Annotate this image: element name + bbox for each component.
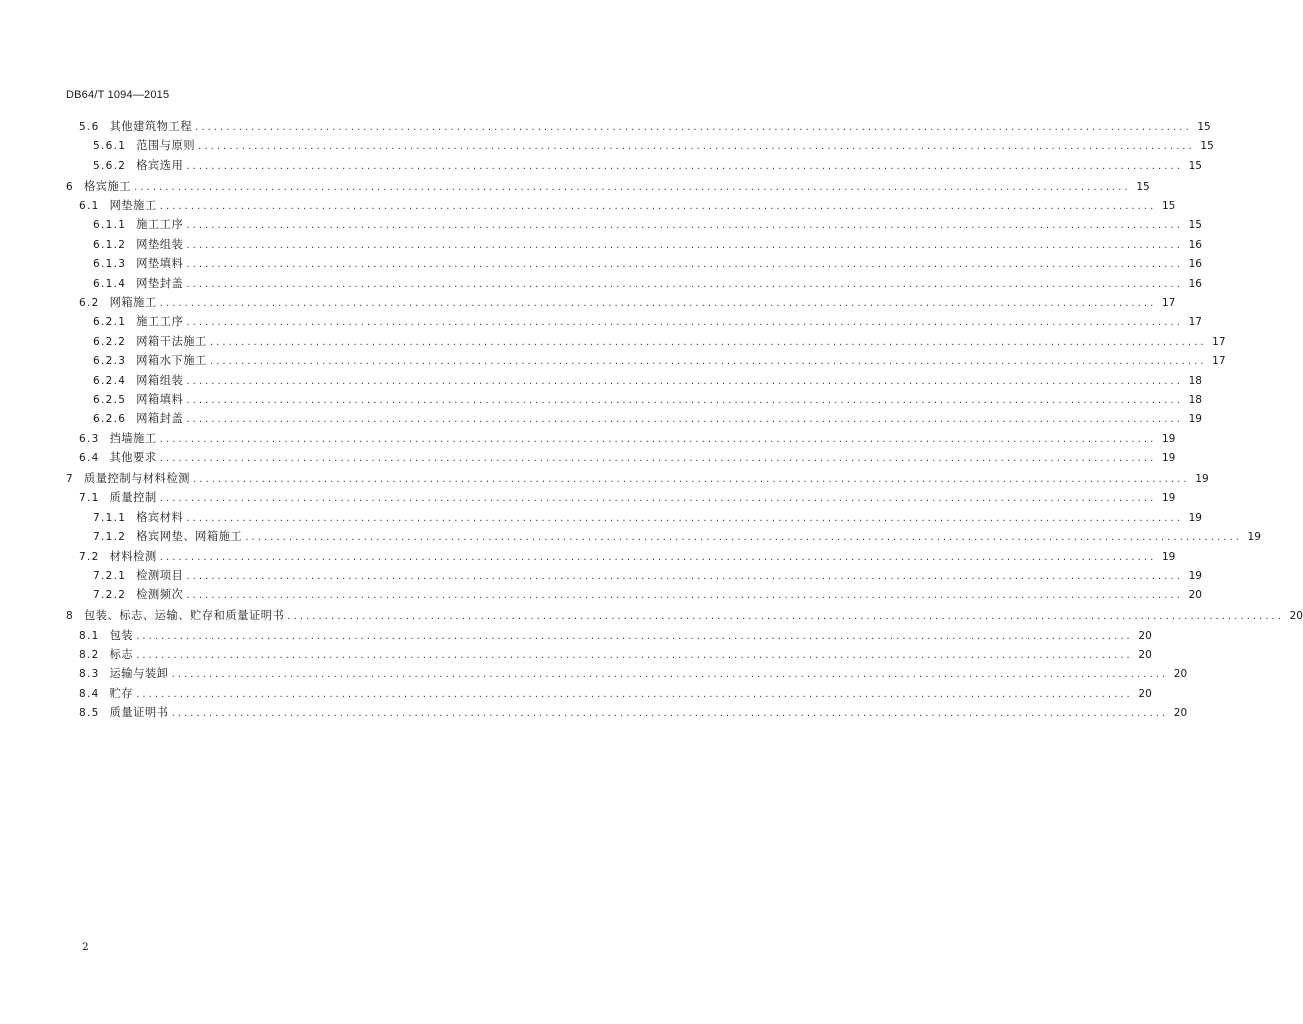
toc-entry-title: 质量控制与材料检测 xyxy=(83,472,191,486)
toc-entry-title: 网垫施工 xyxy=(109,199,157,213)
toc-entry[interactable] xyxy=(66,488,1176,507)
toc-entry-page: 20 xyxy=(1173,707,1188,720)
toc-entry-number: 8.3 xyxy=(79,668,100,681)
toc-entry[interactable] xyxy=(66,371,1202,390)
toc-entry-page: 20 xyxy=(1188,589,1202,602)
toc-entry-title: 格宾选用 xyxy=(136,158,184,172)
toc-entry-number: 6.3 xyxy=(79,432,100,445)
toc-entry-title: 网箱封盖 xyxy=(136,412,184,426)
toc-entry-title: 贮存 xyxy=(109,686,134,700)
toc-dot-leader: ................................................................................................................................................................ xyxy=(186,414,1183,426)
toc-entry-number: 6.1.4 xyxy=(93,277,127,290)
toc-dot-leader: ................................................................................................................................................................ xyxy=(136,688,1133,700)
toc-entry-page: 19 xyxy=(1188,511,1202,524)
toc-entry-page: 19 xyxy=(1188,413,1202,426)
toc-entry[interactable] xyxy=(66,332,1226,351)
toc-entry-number: 8 xyxy=(66,610,74,623)
toc-dot-leader: ................................................................................................................................................................ xyxy=(198,141,1195,153)
toc-entry[interactable] xyxy=(66,585,1202,604)
toc-entry[interactable] xyxy=(66,177,1150,196)
toc-entry-title: 检测频次 xyxy=(136,588,184,602)
toc-entry-number: 6 xyxy=(66,180,74,193)
toc-entry[interactable] xyxy=(66,508,1202,527)
toc-entry-title: 范围与原则 xyxy=(136,139,196,153)
toc-entry-page: 19 xyxy=(1247,531,1261,544)
toc-entry-page: 19 xyxy=(1161,432,1176,445)
toc-entry-title: 运输与装卸 xyxy=(109,667,169,681)
toc-entry[interactable] xyxy=(66,117,1211,136)
toc-entry[interactable] xyxy=(66,684,1152,703)
toc-entry[interactable] xyxy=(66,215,1202,234)
toc-entry[interactable] xyxy=(66,664,1188,683)
toc-entry-page: 20 xyxy=(1138,649,1152,662)
toc-entry[interactable] xyxy=(66,136,1214,155)
toc-entry[interactable] xyxy=(66,566,1202,585)
toc-entry-title: 材料检测 xyxy=(109,549,157,563)
toc-entry-number: 7.1.2 xyxy=(93,531,127,544)
toc-entry-title: 施工工序 xyxy=(136,315,184,329)
toc-entry-page: 20 xyxy=(1138,687,1152,700)
toc-entry-title: 网垫组装 xyxy=(136,237,184,251)
toc-dot-leader: ................................................................................................................................................................ xyxy=(245,532,1242,544)
toc-entry-number: 6.2 xyxy=(79,297,100,310)
toc-dot-leader: ................................................................................................................................................................ xyxy=(159,433,1157,445)
toc-entry[interactable] xyxy=(66,254,1202,273)
toc-entry-page: 15 xyxy=(1188,219,1202,232)
toc-entry-title: 质量证明书 xyxy=(109,706,169,720)
toc-entry-title: 其他建筑物工程 xyxy=(109,120,193,133)
toc-entry-number: 8.4 xyxy=(79,687,100,700)
toc-entry-number: 6.2.2 xyxy=(93,335,127,348)
toc-entry-number: 7.2.2 xyxy=(93,589,127,602)
toc-entry-page: 18 xyxy=(1188,374,1202,387)
toc-entry-title: 包装、标志、运输、贮存和质量证明书 xyxy=(83,609,285,623)
toc-entry-title: 网箱组装 xyxy=(136,373,184,387)
toc-dot-leader: ................................................................................................................................................................ xyxy=(209,336,1207,348)
toc-entry-title: 网垫封盖 xyxy=(136,276,184,290)
page-number: 2 xyxy=(82,941,89,953)
toc-dot-leader: ................................................................................................................................................................ xyxy=(159,201,1157,213)
toc-entry-title: 施工工序 xyxy=(136,218,184,232)
toc-entry[interactable] xyxy=(66,645,1152,664)
table-of-contents xyxy=(66,117,1303,723)
toc-dot-leader: ................................................................................................................................................................ xyxy=(193,474,1190,486)
toc-entry-number: 6.1.2 xyxy=(93,238,127,251)
toc-entry[interactable] xyxy=(66,429,1176,448)
toc-entry-number: 5.6 xyxy=(79,121,100,133)
toc-entry-title: 格宾施工 xyxy=(83,179,132,193)
toc-dot-leader: ................................................................................................................................................................ xyxy=(159,551,1157,563)
toc-entry-page: 15 xyxy=(1161,200,1176,213)
toc-dot-leader: ................................................................................................................................................................ xyxy=(186,239,1183,251)
toc-entry[interactable] xyxy=(66,469,1209,488)
toc-entry-number: 7.1 xyxy=(79,492,100,505)
toc-entry-page: 19 xyxy=(1161,452,1176,465)
toc-entry-page: 15 xyxy=(1188,159,1202,172)
toc-dot-leader: ................................................................................................................................................................ xyxy=(171,708,1169,720)
toc-entry-title: 包装 xyxy=(109,628,134,642)
toc-entry-title: 标志 xyxy=(109,648,134,662)
toc-entry-number: 6.4 xyxy=(79,452,100,465)
toc-entry-page: 17 xyxy=(1212,355,1226,368)
toc-entry-number: 7.1.1 xyxy=(93,511,127,524)
toc-entry-page: 17 xyxy=(1161,297,1176,310)
toc-entry-number: 6.1.1 xyxy=(93,219,127,232)
toc-dot-leader: ................................................................................................................................................................ xyxy=(186,570,1183,582)
toc-entry-title: 网箱施工 xyxy=(109,296,157,310)
toc-entry[interactable] xyxy=(66,527,1261,546)
toc-entry-page: 17 xyxy=(1188,316,1202,329)
toc-entry-page: 19 xyxy=(1195,473,1209,486)
toc-entry-number: 6.2.1 xyxy=(93,316,127,329)
toc-entry-title: 格宾网垫、网箱施工 xyxy=(136,530,243,544)
toc-dot-leader: ................................................................................................................................................................ xyxy=(186,317,1183,329)
toc-entry-number: 6.2.3 xyxy=(93,355,127,368)
toc-entry-page: 19 xyxy=(1161,492,1176,505)
toc-dot-leader: ................................................................................................................................................................ xyxy=(195,122,1192,133)
toc-entry-number: 6.1.3 xyxy=(93,258,127,271)
toc-entry-page: 17 xyxy=(1212,335,1226,348)
toc-dot-leader: ................................................................................................................................................................ xyxy=(136,650,1133,662)
toc-entry-number: 8.1 xyxy=(79,629,100,642)
toc-entry-page: 15 xyxy=(1200,140,1214,153)
toc-dot-leader: ................................................................................................................................................................ xyxy=(287,611,1284,623)
toc-entry-number: 6.2.4 xyxy=(93,374,127,387)
toc-entry[interactable] xyxy=(66,703,1188,722)
toc-entry-title: 网箱干法施工 xyxy=(136,334,207,348)
toc-entry-number: 6.2.5 xyxy=(93,393,127,406)
toc-dot-leader: ................................................................................................................................................................ xyxy=(186,160,1183,172)
toc-entry-title: 网箱水下施工 xyxy=(136,354,207,368)
toc-dot-leader: ................................................................................................................................................................ xyxy=(186,512,1183,524)
toc-entry-number: 8.2 xyxy=(79,649,100,662)
toc-entry-page: 20 xyxy=(1289,610,1303,623)
toc-entry-page: 20 xyxy=(1138,629,1152,642)
toc-entry[interactable] xyxy=(66,547,1176,566)
toc-entry-title: 检测项目 xyxy=(136,568,184,582)
toc-entry-title: 质量控制 xyxy=(109,491,157,505)
toc-dot-leader: ................................................................................................................................................................ xyxy=(209,356,1207,368)
toc-entry[interactable] xyxy=(66,293,1176,312)
toc-entry[interactable] xyxy=(66,156,1202,175)
toc-dot-leader: ................................................................................................................................................................ xyxy=(186,220,1183,232)
toc-dot-leader: ................................................................................................................................................................ xyxy=(136,630,1133,642)
toc-entry-page: 20 xyxy=(1173,668,1188,681)
toc-entry-page: 16 xyxy=(1188,277,1202,290)
toc-entry[interactable] xyxy=(66,351,1226,370)
toc-entry-number: 6.1 xyxy=(79,200,100,213)
toc-dot-leader: ................................................................................................................................................................ xyxy=(171,669,1169,681)
toc-dot-leader: ................................................................................................................................................................ xyxy=(186,375,1183,387)
toc-entry-title: 挡墙施工 xyxy=(109,431,157,445)
toc-entry-page: 18 xyxy=(1188,393,1202,406)
toc-entry-title: 网箱填料 xyxy=(136,392,184,406)
toc-entry-number: 5.6.1 xyxy=(93,140,127,153)
toc-entry[interactable] xyxy=(66,274,1202,293)
toc-entry-page: 15 xyxy=(1197,121,1211,133)
toc-entry[interactable] xyxy=(66,448,1176,467)
toc-entry-number: 8.5 xyxy=(79,707,100,720)
toc-entry-page: 19 xyxy=(1161,550,1176,563)
toc-entry-number: 7.2 xyxy=(79,550,100,563)
toc-entry-page: 15 xyxy=(1136,180,1150,193)
toc-entry[interactable] xyxy=(66,196,1176,215)
toc-entry-page: 16 xyxy=(1188,258,1202,271)
toc-dot-leader: ................................................................................................................................................................ xyxy=(186,278,1183,290)
toc-dot-leader: ................................................................................................................................................................ xyxy=(186,259,1183,271)
toc-entry-number: 5.6.2 xyxy=(93,159,127,172)
toc-dot-leader: ................................................................................................................................................................ xyxy=(134,181,1131,193)
toc-entry-title: 格宾材料 xyxy=(136,510,184,524)
toc-dot-leader: ................................................................................................................................................................ xyxy=(159,298,1157,310)
toc-entry[interactable] xyxy=(66,626,1152,645)
toc-entry-number: 7.2.1 xyxy=(93,569,127,582)
toc-entry-page: 19 xyxy=(1188,569,1202,582)
toc-entry-page: 16 xyxy=(1188,238,1202,251)
toc-dot-leader: ................................................................................................................................................................ xyxy=(159,493,1157,505)
toc-entry[interactable] xyxy=(66,235,1202,254)
toc-entry[interactable] xyxy=(66,409,1202,428)
toc-entry-title: 其他要求 xyxy=(109,451,157,465)
toc-entry[interactable] xyxy=(66,390,1202,409)
toc-dot-leader: ................................................................................................................................................................ xyxy=(186,394,1183,406)
document-code: DB64/T 1094—2015 xyxy=(66,89,170,101)
toc-dot-leader: ................................................................................................................................................................ xyxy=(159,453,1157,465)
toc-entry[interactable] xyxy=(66,312,1202,331)
toc-entry-number: 7 xyxy=(66,473,74,486)
toc-dot-leader: ................................................................................................................................................................ xyxy=(186,590,1183,602)
toc-entry-number: 6.2.6 xyxy=(93,413,127,426)
toc-entry-title: 网垫填料 xyxy=(136,257,184,271)
toc-entry[interactable] xyxy=(66,606,1303,625)
